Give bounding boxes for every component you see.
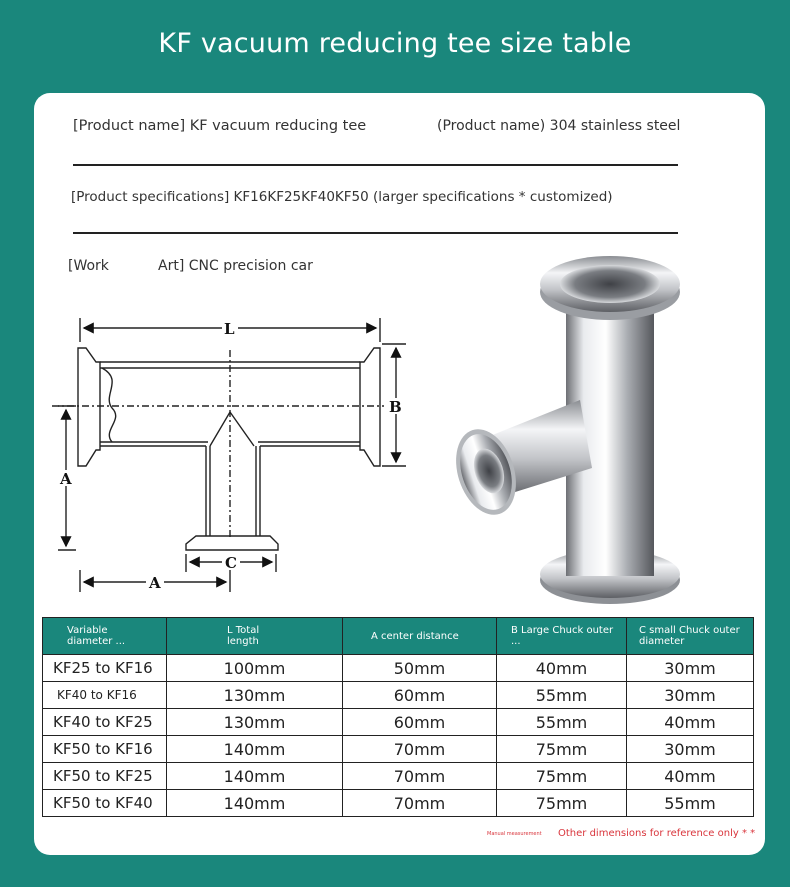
- cell-model: KF50 to KF25: [43, 763, 167, 790]
- material-text: (Product name) 304 stainless steel: [437, 118, 681, 134]
- cell-large-chuck: 75mm: [497, 790, 627, 817]
- label-c: C: [225, 554, 237, 572]
- cell-small-chuck: 30mm: [627, 655, 754, 682]
- cell-model: KF50 to KF40: [43, 790, 167, 817]
- table-row: [43, 763, 754, 790]
- product-name-text: [Product name] KF vacuum reducing tee: [73, 118, 367, 134]
- tee-dimension-diagram: [40, 300, 420, 600]
- work-label: [Work: [68, 258, 109, 274]
- header-total-length: L Total length: [167, 618, 343, 655]
- size-table: [42, 617, 754, 817]
- cell-small-chuck: 40mm: [627, 709, 754, 736]
- manual-measurement-note: Manual measurement: [487, 831, 542, 837]
- table-row: [43, 709, 754, 736]
- cell-large-chuck: 75mm: [497, 736, 627, 763]
- cell-length: 140mm: [167, 736, 343, 763]
- cell-center-distance: 50mm: [343, 655, 497, 682]
- header-large-chuck: B Large Chuck outer ...: [497, 618, 627, 655]
- label-a-horizontal: A: [149, 574, 161, 592]
- header-center-distance: A center distance: [343, 618, 497, 655]
- reducing-tee-photo: [440, 240, 690, 610]
- header-variable-diameter: Variable diameter ...: [43, 618, 167, 655]
- label-b: B: [389, 398, 402, 416]
- cell-model: KF40 to KF25: [43, 709, 167, 736]
- cell-small-chuck: 55mm: [627, 790, 754, 817]
- table-row: [43, 736, 754, 763]
- cell-large-chuck: 55mm: [497, 709, 627, 736]
- cell-length: 100mm: [167, 655, 343, 682]
- cell-small-chuck: 30mm: [627, 736, 754, 763]
- specifications-text: [Product specifications] KF16KF25KF40KF50 (larger specifications * customized): [71, 189, 613, 205]
- label-a-vertical: A: [60, 470, 72, 488]
- cell-large-chuck: 75mm: [497, 763, 627, 790]
- cell-model: KF50 to KF16: [43, 736, 167, 763]
- table-row: [43, 682, 754, 709]
- page-title: KF vacuum reducing tee size table: [158, 28, 632, 59]
- cell-large-chuck: 55mm: [497, 682, 627, 709]
- cell-small-chuck: 40mm: [627, 763, 754, 790]
- cell-model: KF25 to KF16: [43, 655, 167, 682]
- header-small-chuck: C small Chuck outer diameter: [627, 618, 754, 655]
- table-header-row: [43, 618, 754, 655]
- cell-model: KF40 to KF16: [43, 682, 167, 709]
- cell-center-distance: 60mm: [343, 682, 497, 709]
- cell-length: 130mm: [167, 682, 343, 709]
- divider-line: [73, 232, 678, 234]
- cell-small-chuck: 30mm: [627, 682, 754, 709]
- table-row: [43, 790, 754, 817]
- cell-center-distance: 60mm: [343, 709, 497, 736]
- cell-length: 140mm: [167, 763, 343, 790]
- divider-line: [73, 164, 678, 166]
- label-l: L: [224, 320, 235, 338]
- cell-length: 140mm: [167, 790, 343, 817]
- cell-center-distance: 70mm: [343, 736, 497, 763]
- cell-length: 130mm: [167, 709, 343, 736]
- cell-large-chuck: 40mm: [497, 655, 627, 682]
- cell-center-distance: 70mm: [343, 763, 497, 790]
- work-value: Art] CNC precision car: [158, 258, 313, 274]
- table-row: [43, 655, 754, 682]
- reference-note: Other dimensions for reference only * *: [558, 828, 756, 839]
- cell-center-distance: 70mm: [343, 790, 497, 817]
